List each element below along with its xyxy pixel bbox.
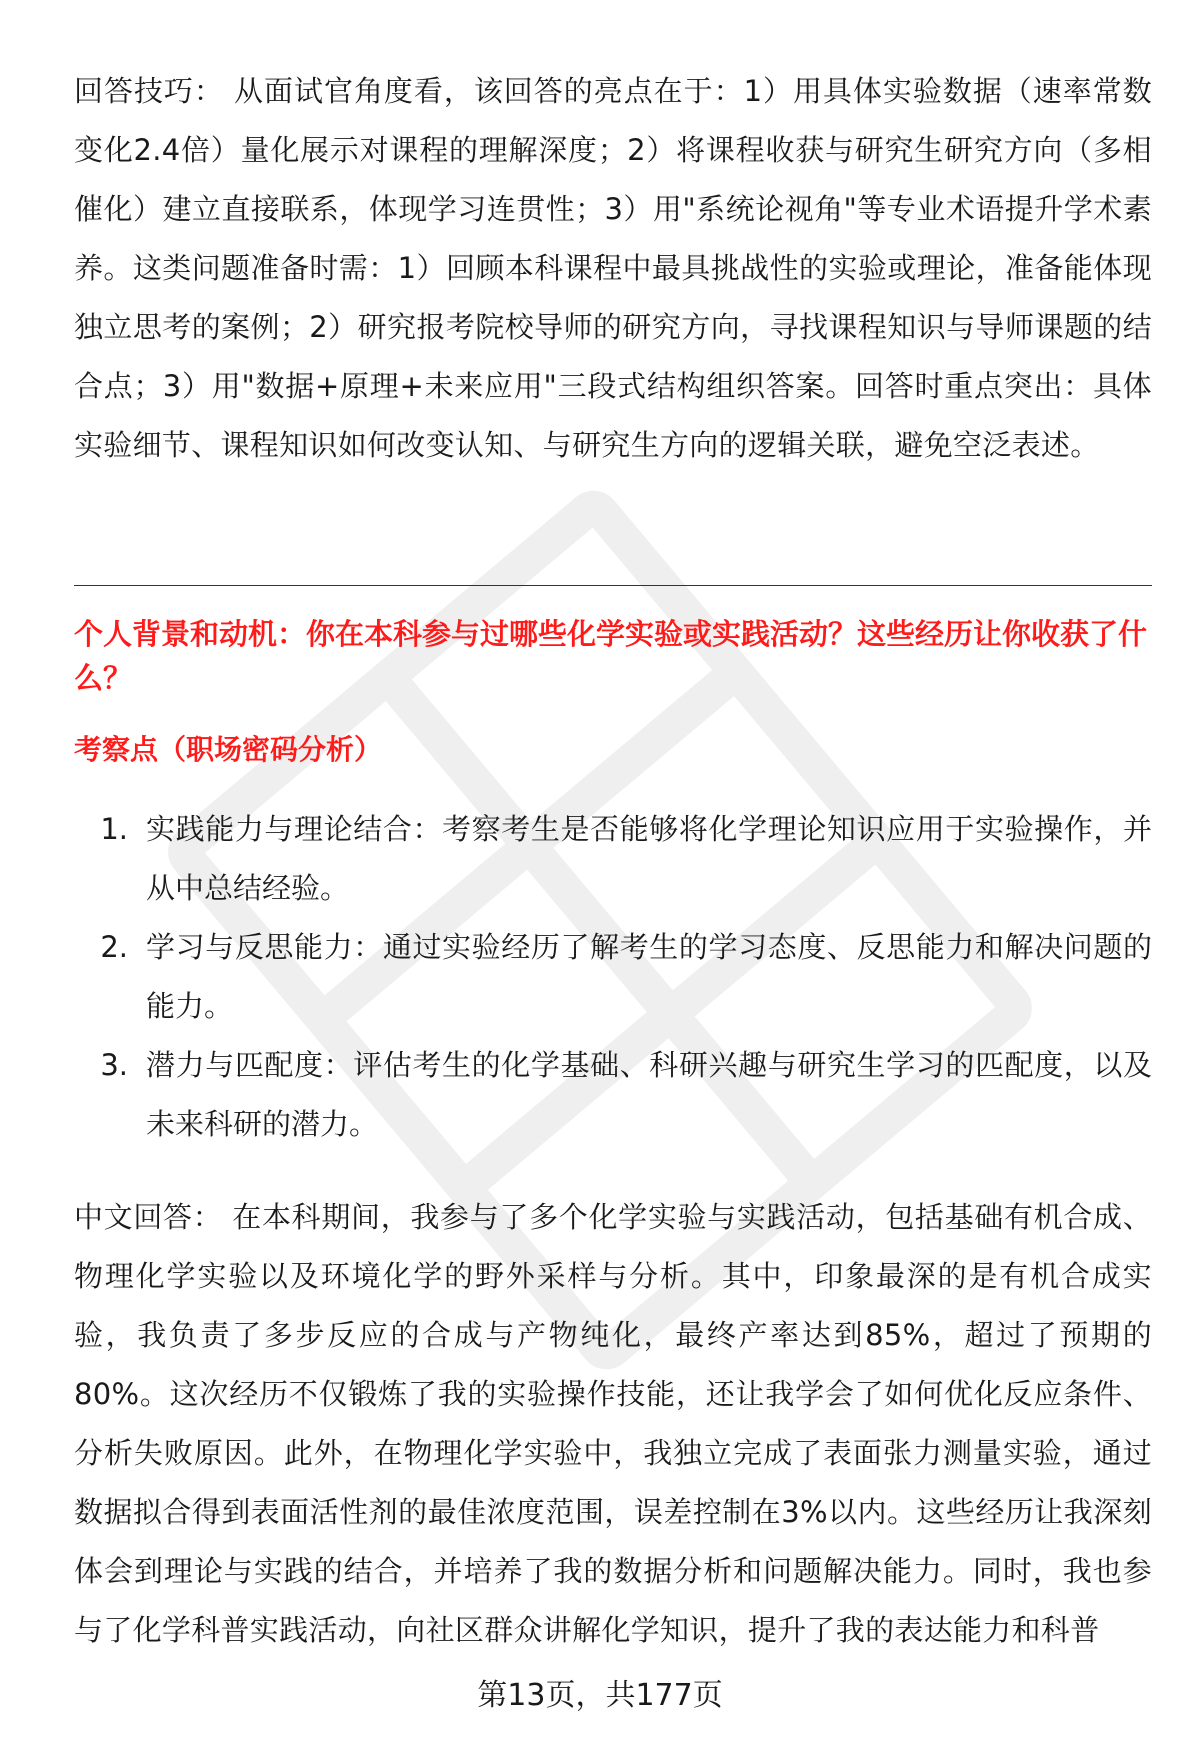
assessment-subheading: 考察点（职场密码分析） [74, 733, 383, 766]
list-item-number: 1. [100, 812, 128, 846]
list-item-text: 学习与反思能力：通过实验经历了解考生的学习态度、反思能力和解决问题的能力。 [146, 930, 1152, 1023]
answer-paragraph: 中文回答： 在本科期间，我参与了多个化学实验与实践活动，包括基础有机合成、物理化学实验以及环境化学的野外采样与分析。其中，印象最深的是有机合成实验，我负责了多步反应的合成与产物纯化，最终产率达到85%，超过了预期的80%。这次经历不仅锻炼了我的实验操作技能，还让我学会了如何优化反应条件、分析失败原因。此外，在物理化学实验中，我独立完成了表面张力测量实验，通过数据拟合得到表面活性剂的最佳浓度范围，误差控制在3%以内。这些经历让我深刻体会到理论与实践的结合，并培养了我的数据分析和问题解决能力。同时，我也参与了化学科普实践活动，向社区群众讲解化学知识，提升了我的表达能力和科普 [74, 1200, 1152, 1647]
list-item-number: 2. [100, 930, 128, 964]
list-item [74, 800, 1152, 918]
page-number-footer: 第13页，共177页 [477, 1678, 723, 1713]
list-item-number: 3. [100, 1048, 128, 1082]
tips-section [74, 62, 1152, 475]
list-item [74, 918, 1152, 1036]
list-item [74, 1036, 1152, 1154]
list-item-text: 潜力与匹配度：评估考生的化学基础、科研兴趣与研究生学习的匹配度，以及未来科研的潜力。 [146, 1048, 1152, 1141]
answer-section [74, 1188, 1152, 1660]
question-heading: 个人背景和动机：你在本科参与过哪些化学实验或实践活动？这些经历让你收获了什么？ [74, 617, 1148, 695]
tips-paragraph: 回答技巧： 从面试官角度看，该回答的亮点在于：1）用具体实验数据（速率常数变化2.4倍）量化展示对课程的理解深度；2）将课程收获与研究生研究方向（多相催化）建立直接联系，体现学习连贯性；3）用"系统论视角"等专业术语提升学术素养。这类问题准备时需：1）回顾本科课程中最具挑战性的实验或理论，准备能体现独立思考的案例；2）研究报考院校导师的研究方向，寻找课程知识与导师课题的结合点；3）用"数据+原理+未来应用"三段式结构组织答案。回答时重点突出：具体实验细节、课程知识如何改变认知、与研究生方向的逻辑关联，避免空泛表述。 [74, 74, 1152, 462]
section-divider [74, 585, 1152, 586]
assessment-points-list [74, 800, 1152, 1154]
list-item-text: 实践能力与理论结合：考察考生是否能够将化学理论知识应用于实验操作，并从中总结经验。 [146, 812, 1152, 905]
